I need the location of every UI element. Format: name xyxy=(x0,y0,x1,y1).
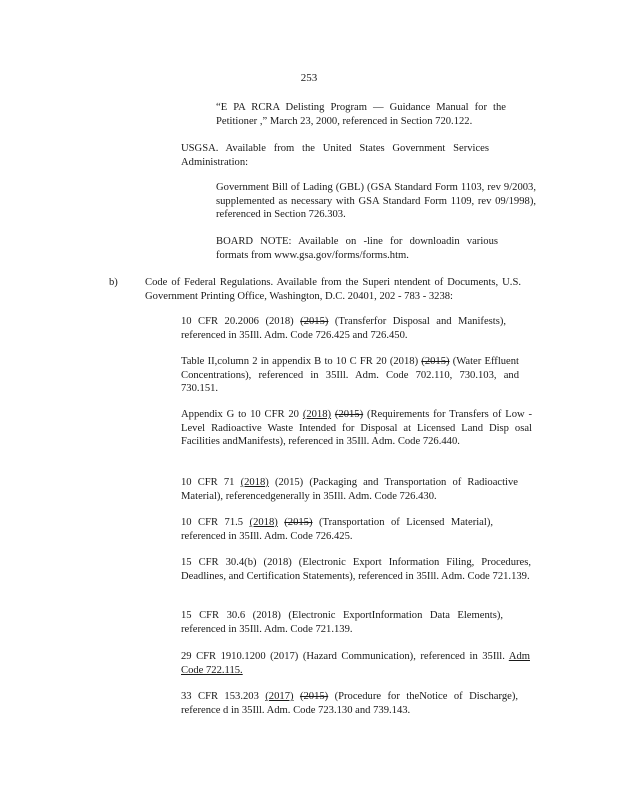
entry-text: (Procedure for theNotice of Discharge), reference d in 35Ill. Adm. Code 723.130 and 739.143. xyxy=(181,691,519,716)
inserted-text: (2018) xyxy=(302,409,332,420)
reference-entry xyxy=(181,476,518,503)
entry-text: USGSA. Available from the United States Government Services Administration: xyxy=(181,143,489,168)
board-note xyxy=(216,235,498,262)
reference-entry xyxy=(181,142,489,169)
reference-entry xyxy=(181,609,503,636)
inserted-text: (2018) xyxy=(249,517,278,528)
entry-text: 29 CFR 1910.1200 (2017) (Hazard Communication), referenced in 35Ill. xyxy=(181,651,509,662)
entry-text: 15 CFR 30.4(b) (2018) (Electronic Export Information Filing, Procedures, Deadlines, and Certification Statements), referenced in 35Ill. Adm. Code 721.139. xyxy=(181,557,531,582)
page-number: 253 xyxy=(300,72,318,84)
entry-text: (2015) (Packaging and Transportation of Radioactive Material), referencedgenerally in 35Ill. Adm. Code 726.430. xyxy=(181,477,518,502)
entry-text: (Transportation of Licensed Material), referenced in 35Ill. Adm. Code 726.425. xyxy=(181,517,493,542)
entry-text: Appendix G to 10 CFR 20 xyxy=(181,409,303,420)
reference-entry xyxy=(181,556,531,583)
entry-text: Code of Federal Regulations. Available from the Superi ntendent of Documents, U.S. Government Printing Office, Washington, D.C. 20401, 202 - 783 - 3238: xyxy=(145,277,521,302)
reference-entry xyxy=(216,181,536,222)
reference-entry xyxy=(216,101,506,128)
reference-entry xyxy=(181,408,532,449)
reference-entry xyxy=(181,355,519,396)
entry-text: March 23, 2000, referenced in Section 720.122. xyxy=(269,115,473,127)
entry-text: BOARD NOTE: Available on -line for downloadin various formats from www.gsa.gov/forms/forms.htm. xyxy=(216,236,498,261)
deleted-text: (2015) xyxy=(284,517,313,528)
entry-text: 33 CFR 153.203 xyxy=(181,691,266,702)
entry-text: 10 CFR 71.5 xyxy=(181,517,250,528)
reference-entry xyxy=(181,690,518,717)
deleted-text: (2015) xyxy=(421,356,450,367)
entry-text: 15 CFR 30.6 (2018) (Electronic ExportInformation Data Elements), referenced in 35Ill. Adm. Code 721.139. xyxy=(181,610,503,635)
deleted-text: (2015) xyxy=(334,409,364,420)
entry-text: (Water Effluent Concentrations), referenced in 35Ill. Adm. Code 702.110, 730.103, and 730.151. xyxy=(181,356,520,394)
deleted-text: (2015) xyxy=(299,691,329,702)
entry-text: (Transferfor Disposal and Manifests), referenced in 35Ill. Adm. Code 726.425 and 726.450. xyxy=(181,316,507,341)
entry-text: Table II,column 2 in appendix B to 10 C FR 20 (2018) xyxy=(181,356,422,367)
deleted-text: (2015) xyxy=(300,316,329,327)
section-b-intro xyxy=(145,276,521,303)
reference-entry xyxy=(181,650,530,677)
inserted-text: (2017) xyxy=(265,691,294,702)
reference-entry xyxy=(181,315,506,342)
inserted-text: (2018) xyxy=(240,477,269,488)
entry-text: Government Bill of Lading (GBL) (GSA Standard Form 1103, rev 9/2003, supplemented as necessary with GSA Standard Form 1109, rev 09/1998), referenced in Section 726.303. xyxy=(216,182,536,220)
entry-text: “E PA RCRA Delisting Program — Guidance Manual for the Petitioner ,” xyxy=(216,102,506,127)
section-b-label: b) xyxy=(109,277,118,288)
entry-text: 10 CFR 71 xyxy=(181,477,241,488)
entry-text: (Requirements for Transfers of Low - Level Radioactive Waste Intended for Disposal at Licensed Land Disp osal Facilities andManifests), referenced in 35Ill. Adm. Code 726.440. xyxy=(181,409,532,447)
inserted-text: Adm Code 722.115. xyxy=(181,651,530,676)
reference-entry xyxy=(181,516,493,543)
entry-text: 10 CFR 20.2006 (2018) xyxy=(181,316,301,327)
